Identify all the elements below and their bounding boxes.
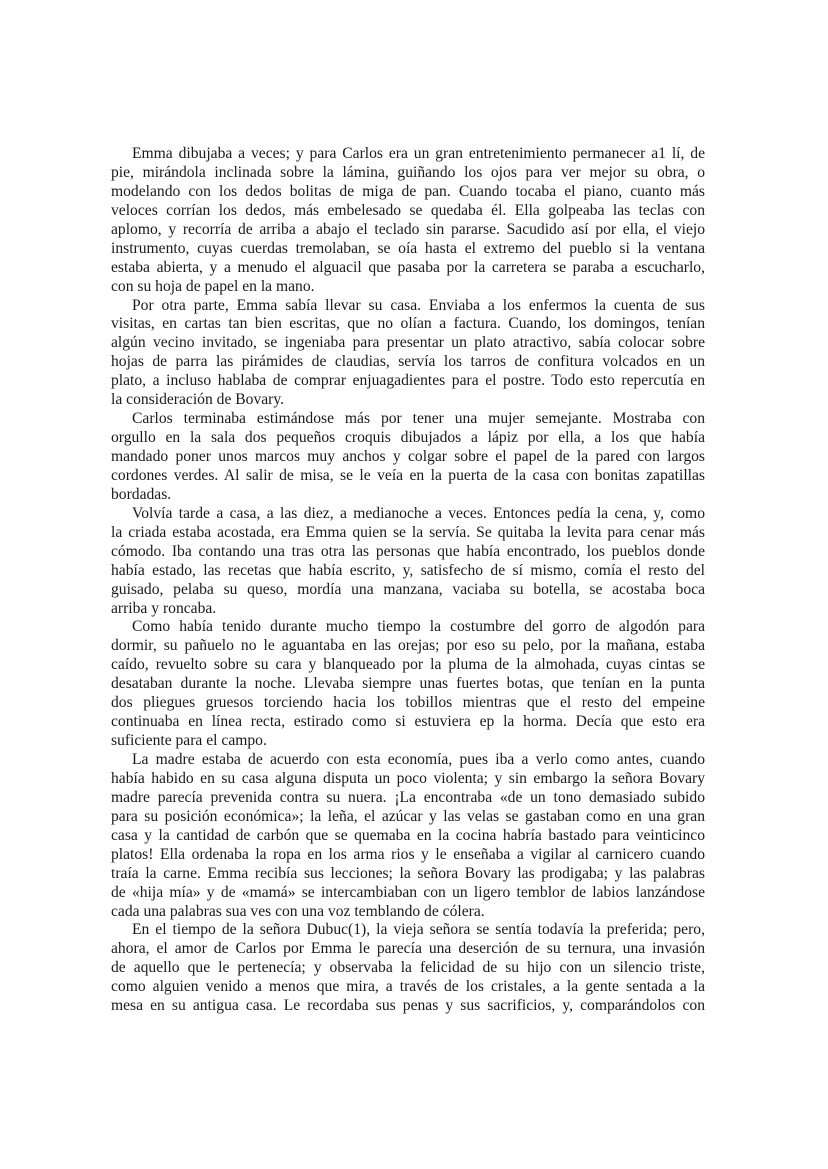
text-line: Como había tenido durante mucho tiempo la costumbre del gorro de algodón para (132, 618, 705, 636)
text-line: Por otra parte, Emma sabía llevar su casa. Enviaba a los enfermos la cuenta de sus (132, 296, 705, 314)
text-line: hojas de parra las pirámides de claudias, servía los tarros de confitura volcados en un (111, 353, 705, 371)
text-line: La madre estaba de acuerdo con esta economía, pues iba a verlo como antes, cuando (132, 751, 705, 768)
text-line: Emma dibujaba a veces; y para Carlos era un gran entretenimiento permanecer a1 lí, de (132, 145, 705, 162)
text-line: veloces corrían los dedos, más embelesado se quedaba él. Ella golpeaba las teclas con (111, 201, 705, 219)
text-line: orgullo en la sala dos pequeños croquis dibujados a lápiz por ella, a los que había (111, 429, 705, 447)
text-line: desataban durante la noche. Llevaba siempre unas fuertes botas, que tenían en la punta (111, 675, 705, 693)
paragraph (111, 410, 705, 505)
text-line: suficiente para el campo. (111, 732, 267, 750)
text-line: dormir, su pañuelo no le aguantaba en las orejas; por eso su pelo, por la mañana, estaba (111, 637, 705, 655)
text-line: cada una palabras sua ves con una voz temblando de cólera. (111, 902, 485, 920)
paragraph (111, 751, 705, 921)
text-line: la criada estaba acostada, era Emma quien se la servía. Se quitaba la levita para cenar más (111, 523, 705, 541)
text-line: dos pliegues gruesos torciendo hacia los tobillos mientras que el resto del empeine (111, 694, 705, 712)
text-line: modelando con los dedos bolitas de miga de pan. Cuando tocaba el piano, cuanto más (111, 182, 705, 200)
paragraph (111, 145, 705, 297)
text-line: caído, revuelto sobre su cara y blanqueado por la pluma de la almohada, cuyas cintas se (111, 656, 705, 674)
text-line: como alguien venido a menos que mira, a través de los cristales, a la gente sentada a la (111, 978, 705, 996)
text-line: traía la carne. Emma recibía sus lecciones; la señora Bovary las prodigaba; y las palabras (111, 864, 705, 882)
text-line: algún vecino invitado, se ingeniaba para presentar un plato atractivo, sabía colocar sobre (111, 334, 705, 352)
text-line: pie, mirándola inclinada sobre la lámina, guiñando los ojos para ver mejor su obra, o (111, 163, 705, 181)
text-line: platos! Ella ordenaba la ropa en los arma rios y le enseñaba a vigilar al carnicero cuando (111, 845, 705, 863)
paragraph (111, 505, 705, 619)
text-line: Carlos terminaba estimándose más por tener una mujer semejante. Mostraba con (132, 410, 705, 428)
text-line: estaba abierta, y a menudo el alguacil que pasaba por la carretera se paraba a escucharlo, (111, 258, 705, 276)
text-line: aplomo, y recorría de arriba a abajo el teclado sin pararse. Sacudido así por ella, el viejo (111, 220, 705, 238)
text-line: visitas, en cartas tan bien escritas, que no olían a factura. Cuando, los domingos, tenían (111, 315, 705, 333)
text-line: casa y la cantidad de carbón que se quemaba en la cocina habría bastado para veinticinco (111, 826, 705, 844)
text-line: plato, a incluso hablaba de comprar enjuagadientes para el postre. Todo esto repercutía en (111, 372, 705, 390)
text-line: había habido en su casa alguna disputa un poco violenta; y sin embargo la señora Bovary (111, 769, 705, 787)
text-line: la consideración de Bovary. (111, 391, 285, 409)
text-line: había estado, las recetas que había escrito, y, satisfecho de sí mismo, comía el resto del (111, 561, 705, 579)
text-line: cordones verdes. Al salir de misa, se le veía en la puerta de la casa con bonitas zapatillas (111, 466, 705, 484)
paragraph (111, 297, 705, 411)
text-line: mesa en su antigua casa. Le recordaba sus penas y sus sacrificios, y, comparándolos con (111, 997, 705, 1015)
text-line: mandado poner unos marcos muy anchos y colgar sobre el papel de la pared con largos (111, 448, 705, 465)
text-line: guisado, pelaba su queso, mordía una manzana, vaciaba su botella, se acostaba boca (111, 580, 705, 598)
text-line: de «hija mía» y de «mamá» se intercambiaban con un ligero temblor de labios lanzándose (111, 883, 705, 901)
paragraph (111, 618, 705, 751)
text-line: ahora, el amor de Carlos por Emma le parecía una deserción de su ternura, una invasión (111, 940, 705, 958)
paragraph (111, 921, 705, 1016)
text-line: de aquello que le pertenecía; y observaba la felicidad de su hijo con un silencio triste, (111, 959, 705, 977)
text-line: con su hoja de papel en la mano. (111, 277, 315, 295)
text-line: En el tiempo de la señora Dubuc(1), la vieja señora se sentía todavía la preferida; pero, (132, 921, 705, 939)
text-line: bordadas. (111, 485, 172, 503)
body-text (111, 145, 705, 1016)
text-line: madre parecía prevenida contra su nuera. ¡La encontraba «de un tono demasiado subido (111, 788, 705, 806)
text-line: continuaba en línea recta, estirado como si estuviera ep la horma. Decía que esto era (111, 713, 705, 731)
text-line: arriba y roncaba. (111, 599, 217, 617)
text-line: Volvía tarde a casa, a las diez, a medianoche a veces. Entonces pedía la cena, y, como (132, 504, 705, 522)
text-line: para su posición económica»; la leña, el azúcar y las velas se gastaban como en una gran (111, 807, 705, 825)
text-line: instrumento, cuyas cuerdas tremolaban, se oía hasta el extremo del pueblo si la ventana (111, 239, 705, 257)
text-line: cómodo. Iba contando una tras otra las personas que había encontrado, los pueblos donde (111, 542, 705, 560)
